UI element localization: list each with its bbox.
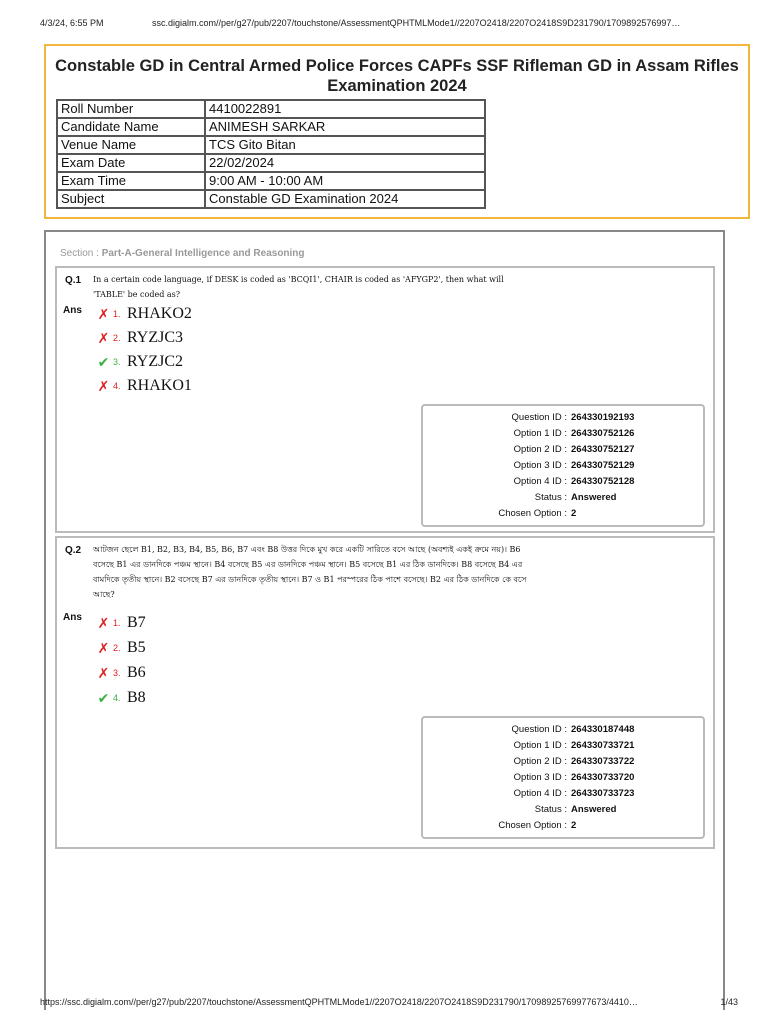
meta-label: Status : [534,804,567,815]
section-prefix: Section : [60,248,102,259]
option-text: B5 [127,639,146,656]
info-row-roll [57,100,485,118]
question-text: আটজন ছেলে B1, B2, B3, B4, B5, B6, B7 এবং B8 উত্তর দিকে মুখ করে একটি সারিতে বসে আছে (অবশ্যই একই ক্রমে নয়)। B6 বসেছে B1 এর ডানদিকে পঞ্চম স্থানে। B4 বসেছে B5 এর ডানদিকে পঞ্চম স্থানে। B5 বসেছে B1 এর ঠিক ডানদিকে। B8 বসেছে B4 এর বামদিকে তৃতীয় স্থানে। B2 বসেছে B7 এর ডানদিকে তৃতীয় স্থানে। B7 ও B1 পরস্পরের ঠিক পাশে বসেছে। B2 এর ঠিক ডানদিকে কে বসে আছে? [93,545,527,599]
option-3 [97,350,183,374]
section-heading [60,248,305,259]
question-text: In a certain code language, if DESK is coded as 'BCQI1', CHAIR is coded as 'AFYGP2', then what will 'TABLE' be coded as? [93,275,504,299]
meta-value: 264330187448 [571,724,635,735]
info-value: 4410022891 [205,100,485,118]
info-value: TCS Gito Bitan [205,136,485,154]
meta-label: Option 4 ID : [513,476,567,487]
print-url-footer: https://ssc.digialm.com//per/g27/pub/2207/touchstone/AssessmentQPHTMLMode1//2207O2418/2207O2418S9D231790/17098925769977673/4410… [40,997,638,1007]
info-row-subject [57,190,485,208]
option-4 [97,374,192,398]
option-text: RHAKO2 [127,305,192,322]
info-key: Subject [57,190,205,208]
cross-icon: ✗ [97,664,110,681]
option-number: 4. [113,381,121,391]
option-text: B6 [127,664,146,681]
info-row-date [57,154,485,172]
meta-chosen-option [423,508,703,520]
option-3 [97,661,146,685]
option-text: RHAKO1 [127,377,192,394]
check-icon: ✔ [97,689,110,706]
info-row-venue [57,136,485,154]
info-row-time [57,172,485,190]
option-1 [97,611,146,635]
page-number: 1/43 [720,997,738,1007]
check-icon: ✔ [97,353,110,370]
print-datetime: 4/3/24, 6:55 PM [40,18,104,28]
question-panel [44,230,725,1010]
meta-value: 264330733722 [571,756,635,767]
meta-value: 264330752129 [571,460,635,471]
cross-icon: ✗ [97,639,110,656]
meta-label: Status : [534,492,567,503]
question-card-2 [55,536,715,849]
meta-value: 264330733720 [571,772,635,783]
meta-label: Option 2 ID : [513,444,567,455]
cross-icon: ✗ [97,329,110,346]
option-number: 3. [113,668,121,678]
meta-label: Option 3 ID : [513,460,567,471]
info-key: Venue Name [57,136,205,154]
option-text: B7 [127,614,146,631]
info-key: Exam Time [57,172,205,190]
answer-label: Ans [63,305,82,316]
option-number: 2. [113,643,121,653]
option-4 [97,686,146,710]
meta-question-id [423,412,703,424]
option-text: RYZJC3 [127,329,184,346]
meta-label: Option 1 ID : [513,428,567,439]
meta-label: Option 1 ID : [513,740,567,751]
print-url-header: ssc.digialm.com//per/g27/pub/2207/touchstone/AssessmentQPHTMLMode1//2207O2418/2207O2418S9D231790/1709892576997… [152,18,681,28]
info-value: Constable GD Examination 2024 [205,190,485,208]
option-2 [97,636,146,660]
meta-value: 2 [571,508,577,519]
cross-icon: ✗ [97,305,110,322]
option-2 [97,326,183,350]
question-number: Q.1 [65,275,82,286]
meta-label: Chosen Option : [498,508,567,519]
meta-option3-id [423,460,703,472]
question-meta-box [421,404,705,527]
option-number: 1. [113,618,121,628]
info-row-name [57,118,485,136]
meta-value: Answered [571,492,617,503]
meta-label: Question ID : [511,724,567,735]
meta-value: 264330733723 [571,788,635,799]
question-number: Q.2 [65,545,82,556]
question-meta-box [421,716,705,839]
info-key: Candidate Name [57,118,205,136]
meta-status [423,804,703,816]
meta-label: Chosen Option : [498,820,567,831]
option-number: 3. [113,357,121,367]
meta-label: Option 3 ID : [513,772,567,783]
option-number: 4. [113,693,121,703]
meta-label: Option 4 ID : [513,788,567,799]
exam-header-box [44,44,750,219]
meta-value: 264330733721 [571,740,635,751]
cross-icon: ✗ [97,377,110,394]
option-number: 1. [113,309,121,319]
info-value: 22/02/2024 [205,154,485,172]
meta-option2-id [423,444,703,456]
meta-label: Question ID : [511,412,567,423]
candidate-info-table [56,99,486,209]
meta-chosen-option [423,820,703,832]
section-name: Part-A-General Intelligence and Reasoning [101,248,305,259]
answer-label: Ans [63,612,82,623]
meta-option3-id [423,772,703,784]
option-number: 2. [113,333,121,343]
meta-option1-id [423,428,703,440]
info-key: Exam Date [57,154,205,172]
meta-value: 264330752126 [571,428,635,439]
meta-value: Answered [571,804,617,815]
option-text: RYZJC2 [127,353,184,370]
meta-label: Option 2 ID : [513,756,567,767]
meta-value: 264330192193 [571,412,635,423]
cross-icon: ✗ [97,614,110,631]
meta-value: 264330752128 [571,476,635,487]
meta-question-id [423,724,703,736]
info-value: ANIMESH SARKAR [205,118,485,136]
info-value: 9:00 AM - 10:00 AM [205,172,485,190]
meta-option4-id [423,788,703,800]
meta-status [423,492,703,504]
question-card-1 [55,266,715,533]
option-text: B8 [127,689,146,706]
meta-option2-id [423,756,703,768]
meta-value: 264330752127 [571,444,635,455]
info-key: Roll Number [57,100,205,118]
exam-title: Constable GD in Central Armed Police Forces CAPFs SSF Rifleman GD in Assam Rifles Examination 2024 [55,57,739,95]
option-1 [97,302,192,326]
meta-option1-id [423,740,703,752]
meta-value: 2 [571,820,577,831]
meta-option4-id [423,476,703,488]
